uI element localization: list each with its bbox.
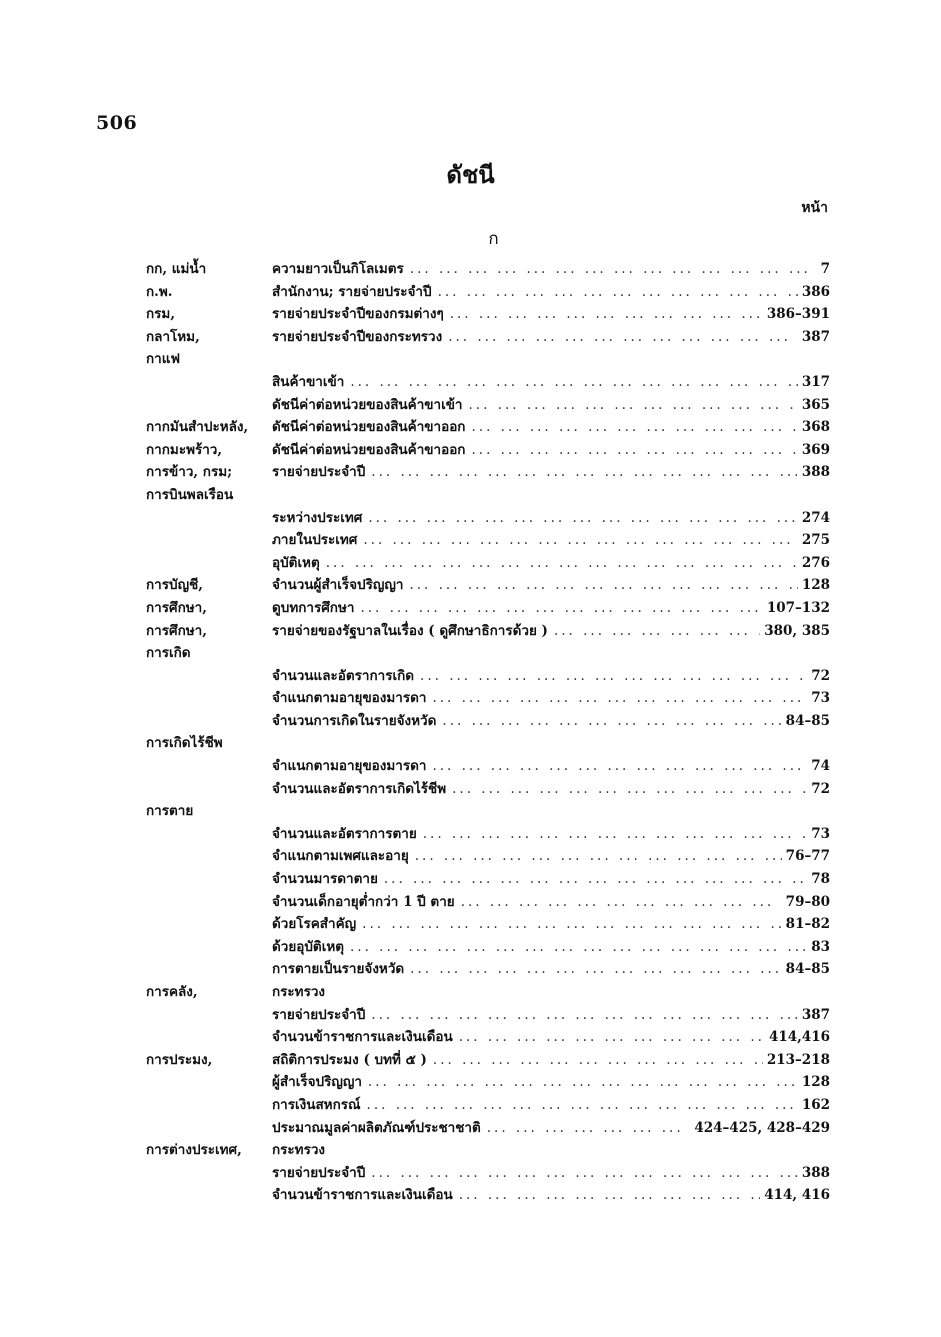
index-term: การศึกษา,: [146, 622, 207, 639]
index-page-ref: 368: [801, 419, 830, 436]
dot-leader: [452, 778, 807, 801]
dot-leader: [442, 710, 781, 733]
index-subentry: [272, 687, 830, 710]
dot-leader: [410, 258, 817, 281]
index-subentry: [272, 891, 830, 914]
index-page-ref: 128: [801, 1074, 830, 1091]
index-subentry-text: รายจ่ายประจำปี: [272, 1006, 366, 1023]
index-subentry-text: ภายในประเทศ: [272, 532, 358, 549]
index-page-ref: 380, 385: [764, 622, 830, 639]
index-row: [146, 529, 830, 552]
index-subentry: [272, 958, 830, 981]
index-subentry: [272, 845, 830, 868]
section-letter: ก: [488, 229, 499, 249]
index-row: [146, 1049, 830, 1072]
index-page-ref: 386: [801, 283, 830, 300]
index-term: กากมันสำปะหลัง,: [146, 419, 249, 436]
index-page-ref: 365: [801, 396, 830, 413]
index-row: [146, 461, 830, 484]
index-subentry: [272, 597, 830, 620]
dot-leader: [471, 416, 797, 439]
dot-leader: [415, 845, 782, 868]
index-row: [146, 642, 830, 665]
dot-leader: [432, 687, 807, 710]
index-term: กก, แม่น้ำ: [146, 261, 207, 277]
index-row: [146, 552, 830, 575]
index-subentry: [272, 1162, 830, 1185]
index-title: ดัชนี: [446, 160, 495, 189]
index-subentry-text: รายจ่ายประจำปีของกรมต่างๆ: [272, 306, 444, 323]
index-subentry: [272, 710, 830, 733]
index-page-ref: 128: [801, 577, 830, 594]
index-row: [146, 665, 830, 688]
dot-leader: [410, 958, 782, 981]
index-row: [146, 845, 830, 868]
index-subentry-text: การเงินสหกรณ์: [272, 1096, 361, 1113]
index-row: [146, 1139, 830, 1162]
index-subentry: [272, 439, 830, 462]
dot-leader: [371, 1004, 798, 1027]
index-subentry-text: กระทรวง: [272, 1142, 325, 1159]
index-row: [146, 348, 830, 371]
dot-leader: [554, 620, 760, 643]
index-row: [146, 687, 830, 710]
index-row: [146, 394, 830, 417]
dot-leader: [362, 913, 782, 936]
index-term: ก.พ.: [146, 283, 173, 300]
index-page-ref: 72: [811, 667, 830, 684]
index-page-ref: 73: [811, 825, 830, 842]
index-row: [146, 755, 830, 778]
index-row: [146, 371, 830, 394]
index-page-ref: 386–391: [766, 306, 830, 323]
dot-leader: [438, 281, 798, 304]
index-page-ref: 275: [801, 532, 830, 549]
index-subentry: [272, 461, 830, 484]
index-row: [146, 326, 830, 349]
index-subentry-text: ผู้สำเร็จปริญญา: [272, 1074, 362, 1091]
index-page-ref: 162: [801, 1096, 830, 1113]
dot-leader: [450, 303, 763, 326]
index-term: การบัญชี,: [146, 577, 203, 594]
dot-leader: [371, 461, 798, 484]
dot-leader: [448, 326, 798, 349]
index-page-ref: 73: [811, 690, 830, 707]
index-page-ref: 81–82: [785, 916, 830, 933]
index-subentry-text: รายจ่ายของรัฐบาลในเรื่อง ( ดูศึกษาธิการด้วย ): [272, 622, 548, 639]
index-page-ref: 387: [801, 328, 830, 345]
dot-leader: [350, 936, 807, 959]
index-subentry-text: สำนักงาน; รายจ่ายประจำปี: [272, 283, 432, 300]
dot-leader: [423, 823, 807, 846]
index-row: [146, 258, 830, 281]
index-row: [146, 1184, 830, 1207]
index-subentry-text: ประมาณมูลค่าผลิตภัณฑ์ประชาชาติ: [272, 1119, 481, 1136]
dot-leader: [420, 665, 807, 688]
index-page-ref: 317: [801, 373, 830, 390]
index-term: กรม,: [146, 306, 176, 323]
index-subentry: [272, 1117, 830, 1140]
index-subentry-text: รายจ่ายประจำปี: [272, 1164, 366, 1181]
index-row: [146, 913, 830, 936]
index-subentry-text: จำนวนเด็กอายุต่ำกว่า 1 ปี ตาย: [272, 893, 455, 910]
index-row: [146, 1094, 830, 1117]
index-page-ref: 79–80: [785, 893, 830, 910]
dot-leader: [432, 755, 807, 778]
index-row: [146, 868, 830, 891]
index-subentry-text: สินค้าขาเข้า: [272, 373, 345, 390]
index-page-ref: 76–77: [785, 848, 830, 865]
index-subentry: [272, 1094, 830, 1117]
index-row: [146, 958, 830, 981]
index-row: [146, 981, 830, 1004]
index-row: [146, 1026, 830, 1049]
index-subentry: [272, 303, 830, 326]
index-subentry: [272, 778, 830, 801]
index-subentry: [272, 507, 830, 530]
index-subentry-text: จำนวนและอัตราการเกิดไร้ชีพ: [272, 780, 447, 797]
index-page-ref: 414,416: [768, 1029, 830, 1046]
index-row: [146, 800, 830, 823]
index-subentry: [272, 552, 830, 575]
index-row: [146, 1117, 830, 1140]
index-row: [146, 1004, 830, 1027]
index-row: [146, 710, 830, 733]
index-subentry-text: จำนวนข้าราชการและเงินเดือน: [272, 1029, 453, 1046]
index-subentry: [272, 868, 830, 891]
dot-leader: [384, 868, 807, 891]
index-row: [146, 891, 830, 914]
index-subentry-text: จำนวนมารดาตาย: [272, 871, 378, 888]
index-page-ref: 387: [801, 1006, 830, 1023]
index-subentry-text: ระหว่างประเทศ: [272, 509, 363, 526]
index-row: [146, 732, 830, 755]
dot-leader: [461, 891, 782, 914]
index-row: [146, 778, 830, 801]
index-page-ref: 274: [801, 509, 830, 526]
index-subentry: [272, 258, 830, 281]
index-subentry: [272, 620, 830, 643]
index-subentry-text: ดัชนีค่าต่อหน่วยของสินค้าขาออก: [272, 441, 466, 458]
index-subentry-text: จำนวนและอัตราการตาย: [272, 825, 417, 842]
dot-leader: [350, 371, 798, 394]
index-subentry-text: จำแนกตามอายุของมารดา: [272, 758, 427, 775]
index-page-ref: 78: [811, 871, 830, 888]
index-subentry-text: จำนวนการเกิดในรายจังหวัด: [272, 712, 437, 729]
index-subentry-text: จำนวนและอัตราการเกิด: [272, 667, 415, 684]
index-subentry: [272, 1049, 830, 1072]
index-term: กากมะพร้าว,: [146, 441, 223, 458]
index-subentry-text: จำแนกตามอายุของมารดา: [272, 690, 427, 707]
index-page-ref: 83: [811, 938, 830, 955]
index-subentry: [272, 281, 830, 304]
index-term: กาแฟ: [146, 351, 181, 368]
index-subentry-text: ความยาวเป็นกิโลเมตร: [272, 261, 404, 277]
index-subentry: [272, 1139, 830, 1162]
index-page-ref: 276: [801, 554, 830, 571]
page-column-label: หน้า: [801, 200, 828, 216]
index-subentry-text: รายจ่ายประจำปีของกระทรวง: [272, 328, 443, 345]
page-number: 506: [96, 112, 138, 134]
index-subentry: [272, 913, 830, 936]
index-subentry-text: ดัชนีค่าต่อหน่วยของสินค้าขาเข้า: [272, 396, 463, 413]
index-subentry: [272, 823, 830, 846]
index-term: การเกิดไร้ชีพ: [146, 735, 223, 752]
index-row: [146, 597, 830, 620]
index-subentry-text: ดูบทการศึกษา: [272, 599, 355, 616]
dot-leader: [433, 1049, 763, 1072]
index-row: [146, 281, 830, 304]
index-subentry-text: จำนวนผู้สำเร็จปริญญา: [272, 577, 404, 594]
index-row: [146, 439, 830, 462]
dot-leader: [368, 507, 798, 530]
index-subentry: [272, 1184, 830, 1207]
index-subentry-text: ดัชนีค่าต่อหน่วยของสินค้าขาออก: [272, 419, 466, 436]
index-entries: [146, 258, 830, 1207]
index-row: [146, 303, 830, 326]
dot-leader: [363, 529, 797, 552]
dot-leader: [487, 1117, 691, 1140]
index-page-ref: 388: [801, 464, 830, 481]
dot-leader: [368, 1071, 798, 1094]
index-term: การประมง,: [146, 1051, 213, 1068]
index-term: การข้าว, กรม;: [146, 464, 233, 481]
index-subentry-text: ด้วยอุบัติเหตุ: [272, 938, 344, 955]
index-subentry: [272, 416, 830, 439]
index-subentry-text: กระทรวง: [272, 984, 325, 1000]
index-subentry-text: รายจ่ายประจำปี: [272, 464, 366, 481]
dot-leader: [459, 1026, 765, 1049]
index-subentry: [272, 981, 830, 1004]
index-term: การเกิด: [146, 645, 191, 662]
index-row: [146, 823, 830, 846]
index-page-ref: 388: [801, 1164, 830, 1181]
index-term: กลาโหม,: [146, 328, 200, 345]
index-subentry: [272, 755, 830, 778]
index-row: [146, 416, 830, 439]
index-subentry: [272, 1026, 830, 1049]
index-term: การตาย: [146, 803, 194, 820]
index-subentry: [272, 529, 830, 552]
index-page-ref: 7: [820, 261, 830, 277]
dot-leader: [367, 1094, 798, 1117]
index-page-ref: 369: [801, 441, 830, 458]
index-subentry: [272, 326, 830, 349]
index-page-ref: 74: [811, 758, 830, 775]
index-row: [146, 620, 830, 643]
index-row: [146, 484, 830, 507]
dot-leader: [371, 1162, 798, 1185]
index-term: การบินพลเรือน: [146, 486, 234, 503]
index-subentry-text: จำแนกตามเพศและอายุ: [272, 848, 409, 865]
index-subentry-text: สถิติการประมง ( บทที่ ๕ ): [272, 1051, 427, 1068]
index-row: [146, 1071, 830, 1094]
index-row: [146, 936, 830, 959]
index-subentry: [272, 371, 830, 394]
index-page-ref: 107–132: [766, 599, 830, 616]
index-page-ref: 213–218: [766, 1051, 830, 1068]
dot-leader: [326, 552, 798, 575]
index-term: การศึกษา,: [146, 599, 207, 616]
index-row: [146, 1162, 830, 1185]
index-subentry-text: อุบัติเหตุ: [272, 554, 320, 571]
index-row: [146, 574, 830, 597]
index-page-ref: 84–85: [785, 712, 830, 729]
index-subentry: [272, 936, 830, 959]
index-subentry-text: การตายเป็นรายจังหวัด: [272, 961, 405, 978]
dot-leader: [471, 439, 797, 462]
index-term: การคลัง,: [146, 984, 198, 1000]
index-page-ref: 424–425, 428–429: [694, 1119, 830, 1136]
dot-leader: [459, 1184, 761, 1207]
dot-leader: [360, 597, 762, 620]
dot-leader: [469, 394, 798, 417]
index-subentry: [272, 394, 830, 417]
index-subentry: [272, 1004, 830, 1027]
index-subentry: [272, 574, 830, 597]
index-subentry: [272, 1071, 830, 1094]
index-page-ref: 414, 416: [764, 1187, 830, 1204]
dot-leader: [409, 574, 797, 597]
index-subentry-text: ด้วยโรคสำคัญ: [272, 916, 357, 933]
index-term: การต่างประเทศ,: [146, 1142, 242, 1159]
index-page-ref: 72: [811, 780, 830, 797]
index-subentry: [272, 665, 830, 688]
index-page-ref: 84–85: [785, 961, 830, 978]
index-subentry-text: จำนวนข้าราชการและเงินเดือน: [272, 1187, 453, 1204]
index-row: [146, 507, 830, 530]
